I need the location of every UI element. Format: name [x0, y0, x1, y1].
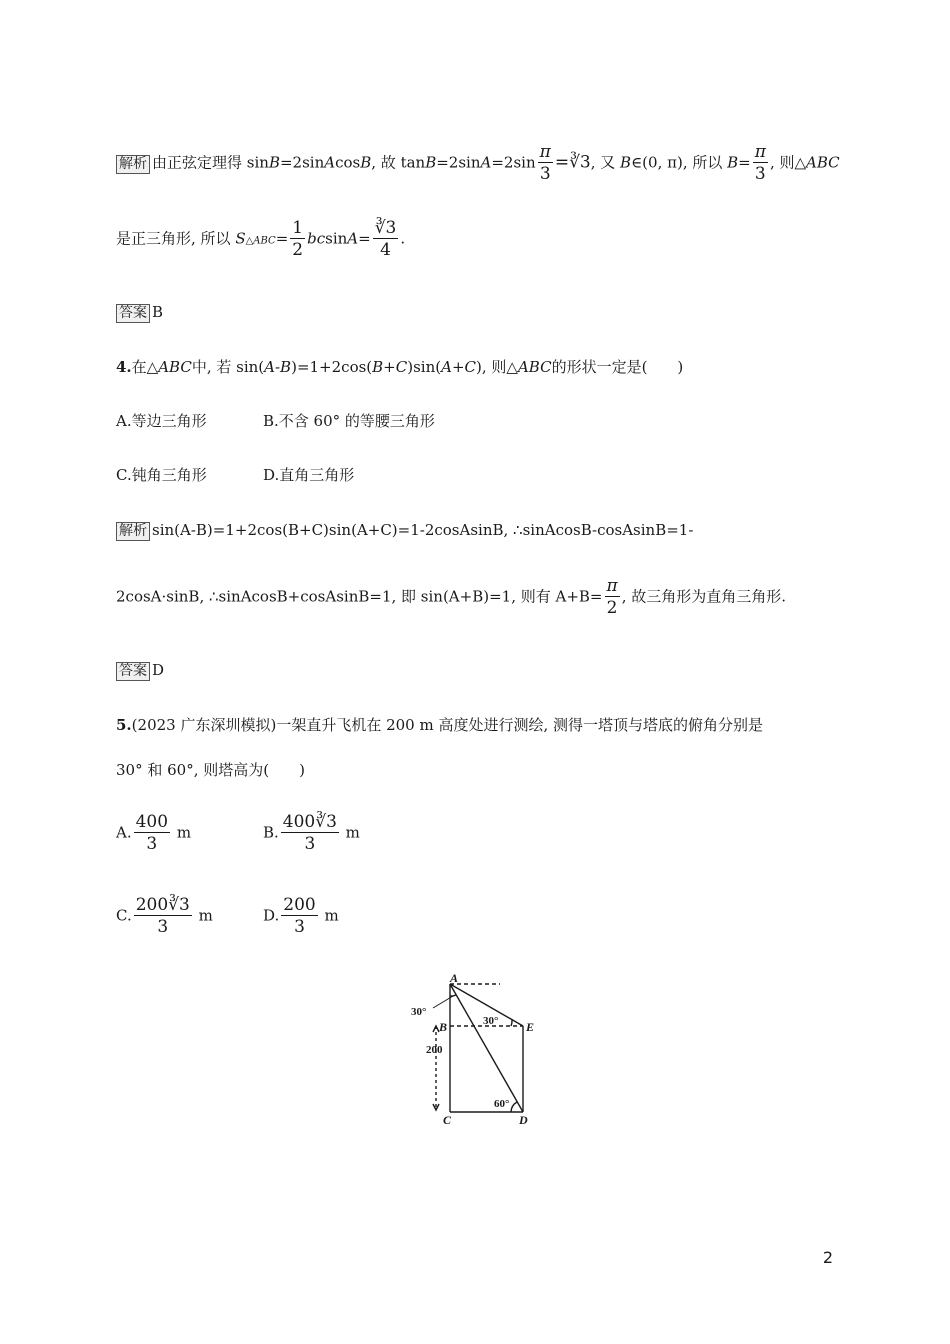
height-label: 200: [426, 1044, 443, 1056]
angle-top: 30°: [411, 1006, 427, 1018]
angle-bottom: 60°: [494, 1098, 510, 1110]
label-e: E: [526, 1020, 535, 1034]
solution-3-line-2: 是正三角形, 所以 S△ABC= $\frac{1}{2}$ bcsinA= $\frac{∛3}{4}$ .: [116, 218, 406, 260]
fraction-pi-2: $\frac{\pi}{2}$: [606, 576, 618, 618]
solution-4-line-2: 2cosA·sinB, ∴sinAcosB+cosAsinB=1, 即 sin(A+B)=1, 则有 A+B= $\frac{\pi}{2}$ , 故三角形为直角三角形.: [116, 576, 786, 618]
label-d: D: [519, 1113, 528, 1127]
line-ad: [450, 984, 523, 1112]
angle-mid: 30°: [483, 1015, 499, 1027]
answer-3: 答案 B: [116, 302, 163, 323]
fraction-one-half: $\frac{1}{2}$: [292, 218, 304, 260]
answer-tag: 答案: [116, 662, 150, 681]
question-5-stem-1: 5.(2023 广东深圳模拟)一架直升飞机在 200 m 高度处进行测绘, 测得一塔顶与塔底的俯角分别是: [116, 716, 764, 734]
analysis-tag: 解析: [116, 522, 150, 541]
page-number: 2: [822, 1248, 833, 1267]
q4-option-d: D.直角三角形: [263, 466, 355, 484]
label-b: B: [439, 1020, 448, 1034]
q4-option-c: C.钝角三角形: [116, 466, 207, 484]
answer-tag: 答案: [116, 304, 150, 323]
label-a: A: [450, 971, 459, 985]
solution-4-line-1: 解析 sin(A-B)=1+2cos(B+C)sin(A+C)=1-2cosAsinB, ∴sinAcosB-cosAsinB=1-: [116, 520, 693, 541]
fraction-sqrt3-4: $\frac{∛3}{4}$: [374, 218, 397, 260]
question-4-stem: 4.在△ABC中, 若 sin(A-B)=1+2cos(B+C)sin(A+C), 则△ABC的形状一定是( ): [116, 358, 684, 376]
q4-option-a: A.等边三角形: [116, 412, 207, 430]
question-5-stem-2: 30° 和 60°, 则塔高为( ): [116, 761, 305, 779]
arc-a: [450, 995, 456, 996]
q5-option-b: B. $\frac{400∛3}{3}$ m: [263, 812, 360, 854]
fraction-pi-3-b: $\frac{\pi}{3}$: [754, 142, 766, 184]
q4-option-b: B.不含 60° 的等腰三角形: [263, 412, 435, 430]
solution-3-line-1: 解析 由正弦定理得 sinB=2sinAcosB, 故 tanB=2sinA=2sin $\frac{\pi}{3}$ =∛3, 又 B∈(0, π), 所以 B= $\frac{\pi}{3}$ , 则△ABC: [116, 142, 840, 185]
analysis-tag: 解析: [116, 155, 150, 174]
arc-e: [511, 1020, 512, 1026]
tower-figure: [405, 970, 555, 1130]
fraction-pi-3: $\frac{\pi}{3}$: [539, 142, 551, 184]
q5-option-d: D. $\frac{200}{3}$ m: [263, 895, 339, 937]
label-c: C: [443, 1113, 452, 1127]
arc-d: [511, 1102, 517, 1112]
answer-4: 答案 D: [116, 660, 164, 681]
q5-option-a: A. $\frac{400}{3}$ m: [116, 812, 192, 854]
q5-option-c: C. $\frac{200∛3}{3}$ m: [116, 895, 213, 937]
